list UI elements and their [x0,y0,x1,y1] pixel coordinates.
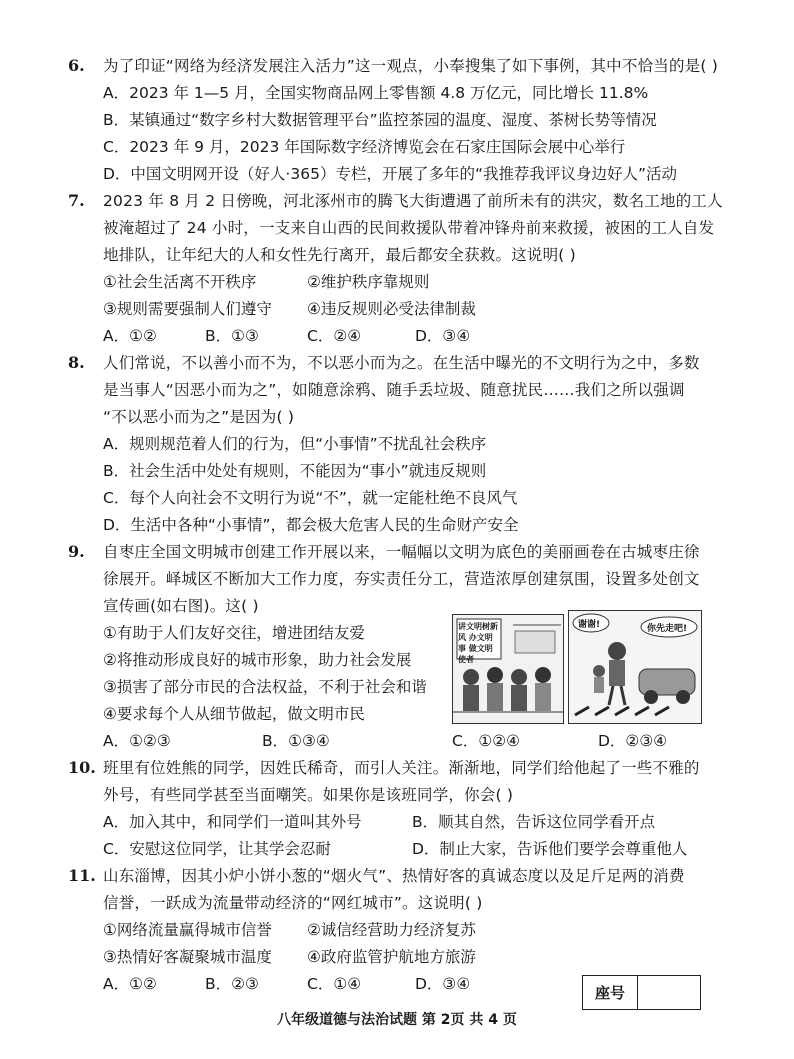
q6-option-a: A．2023 年 1—5 月，全国实物商品网上零售额 4.8 万亿元，同比增长 11.8% [103,84,649,102]
q6-option-d: D．中国文明网开设（好人·365）专栏，开展了多年的“我推荐我评议身边好人”活动 [103,165,678,183]
q7-option-d: D．③④ [415,327,471,345]
poster-slogan: 讲文明树新风 办文明事 做文明使者 [458,622,498,664]
q6-option-c: C．2023 年 9 月，2023 年国际数字经济博览会在石家庄国际会展中心举行 [103,138,626,156]
q11-number: 11. [68,866,96,885]
q6-option-b: B．某镇通过“数字乡村大数据管理平台”监控茶园的温度、湿度、茶树长势等情况 [103,111,657,129]
q7-statement-3: ③规则需要强制人们遵守 [103,300,272,318]
q9-statement-1: ①有助于人们友好交往，增进团结友爱 [103,624,365,642]
q6-number: 6. [68,56,85,75]
q10-number: 10. [68,758,96,777]
q9-option-d: D．②③④ [598,732,668,750]
q9-statement-4: ④要求每个人从细节做起，做文明市民 [103,705,365,723]
q7-option-c: C．②④ [307,327,362,345]
q9-illustration-right [568,610,702,724]
q9-statement-2: ②将推动形成良好的城市形象，助力社会发展 [103,651,412,669]
q7-stem-line2: 被淹超过了 24 小时，一支来自山西的民间救援队带着冲锋舟前来救援，被困的工人自发 [103,219,715,237]
page-footer: 八年级道德与法治试题 第 2页 共 4 页 [277,1012,517,1028]
q7-option-b: B．①③ [205,327,259,345]
q9-illustration-left [452,614,564,724]
q8-option-b: B．社会生活中处处有规则，不能因为“事小”就违反规则 [103,462,487,480]
q7-statement-2: ②维护秩序靠规则 [307,273,430,291]
q11-option-d: D．③④ [415,975,471,993]
seat-number-box [582,975,701,1010]
q11-option-c: C．①④ [307,975,362,993]
q7-number: 7. [68,191,85,210]
q11-option-a: A．①② [103,975,157,993]
q10-stem-line1: 班里有位姓熊的同学，因姓氏稀奇，而引人关注。渐渐地，同学们给他起了一些不雅的 [103,759,700,777]
q9-stem-line3: 宣传画(如右图)。这( ) [103,597,259,615]
seat-number-field[interactable] [638,976,700,1009]
q8-stem-line1: 人们常说，不以善小而不为，不以恶小而为之。在生活中曝光的不文明行为之中，多数 [103,354,700,372]
q8-number: 8. [68,353,85,372]
seat-number-label: 座号 [583,976,638,1009]
q8-option-d: D．生活中各种“小事情”，都会极大危害人民的生命财产安全 [103,516,519,534]
q10-option-d: D．制止大家，告诉他们要学会尊重他人 [412,840,688,858]
q7-statement-4: ④违反规则必受法律制裁 [307,300,476,318]
q9-number: 9. [68,542,85,561]
q8-option-a: A．规则规范着人们的行为，但“小事情”不扰乱社会秩序 [103,435,487,453]
q9-stem-line2: 徐展开。峄城区不断加大工作力度，夯实责任分工，营造浓厚创建氛围，设置多处创文 [103,570,700,588]
q10-option-c: C．安慰这位同学，让其学会忍耐 [103,840,331,858]
q8-option-c: C．每个人向社会不文明行为说“不”，就一定能杜绝不良风气 [103,489,518,507]
q8-stem-line2: 是当事人“因恶小而为之”，如随意涂鸦、随手丢垃圾、随意扰民……我们之所以强调 [103,381,685,399]
q9-option-b: B．①③④ [262,732,330,750]
q11-statement-2: ②诚信经营助力经济复苏 [307,921,476,939]
q9-stem-line1: 自枣庄全国文明城市创建工作开展以来，一幅幅以文明为底色的美丽画卷在古城枣庄徐 [103,543,700,561]
bubble-thanks: 谢谢! [578,620,601,630]
q7-stem-line3: 地排队，让年纪大的人和女性先行离开，最后都安全获救。这说明( ) [103,246,576,264]
q9-statement-3: ③损害了部分市民的合法权益，不利于社会和谐 [103,678,427,696]
q10-option-b: B．顺其自然，告诉这位同学看开点 [412,813,656,831]
q11-statement-1: ①网络流量赢得城市信誉 [103,921,272,939]
q10-option-a: A．加入其中，和同学们一道叫其外号 [103,813,362,831]
q7-stem-line1: 2023 年 8 月 2 日傍晚，河北涿州市的腾飞大街遭遇了前所未有的洪灾，数名工地的工人 [103,192,723,210]
q7-option-a: A．①② [103,327,157,345]
q8-stem-line3: “不以恶小而为之”是因为( ) [103,408,295,426]
q11-stem-line1: 山东淄博，因其小炉小饼小葱的“烟火气”、热情好客的真诚态度以及足斤足两的消费 [103,867,685,885]
q7-statement-1: ①社会生活离不开秩序 [103,273,257,291]
q9-option-c: C．①②④ [452,732,521,750]
bubble-go-first: 你先走吧! [647,624,688,634]
q11-statement-4: ④政府监管护航地方旅游 [307,948,476,966]
q9-option-a: A．①②③ [103,732,171,750]
q10-stem-line2: 外号，有些同学甚至当面嘲笑。如果你是该班同学，你会( ) [103,786,514,804]
q11-option-b: B．②③ [205,975,259,993]
q6-stem: 为了印证“网络为经济发展注入活力”这一观点，小奉搜集了如下事例，其中不恰当的是( ) [103,57,718,75]
q11-statement-3: ③热情好客凝聚城市温度 [103,948,272,966]
q11-stem-line2: 信誉，一跃成为流量带动经济的“网红城市”。这说明( ) [103,894,483,912]
